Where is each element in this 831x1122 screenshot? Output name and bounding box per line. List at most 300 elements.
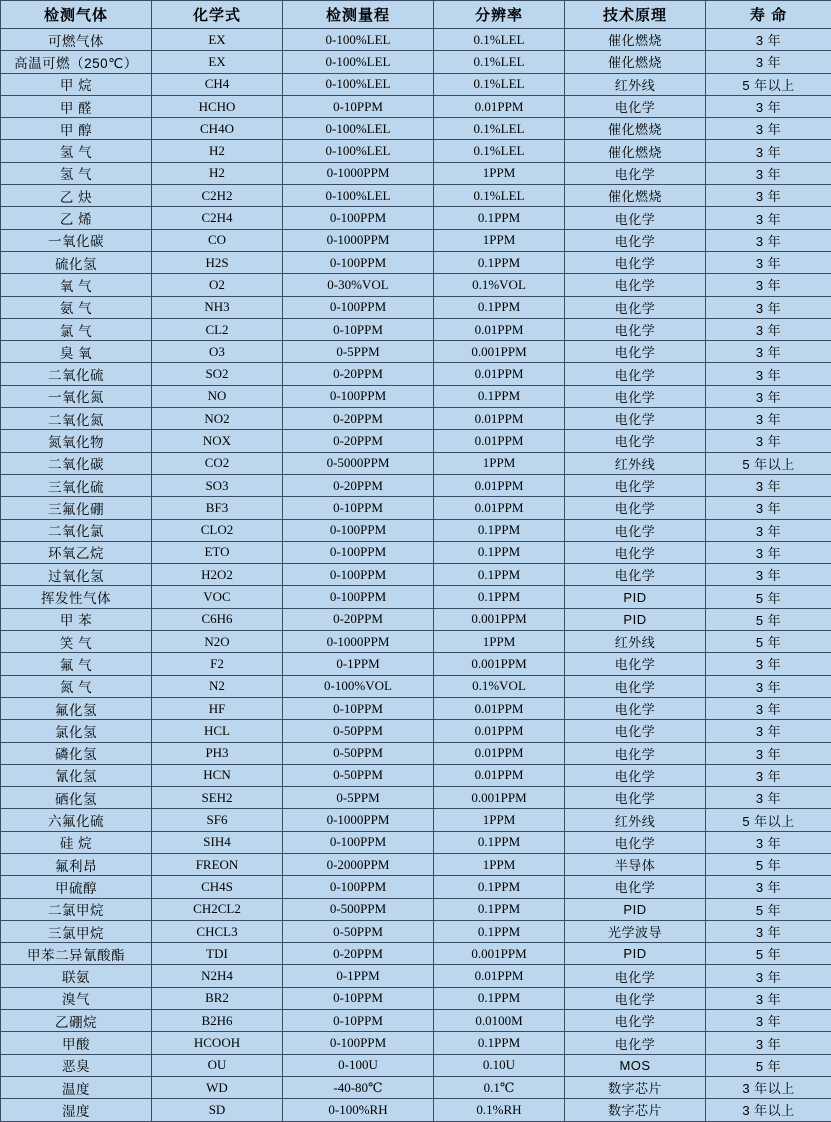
cell-life: 3 年 [706, 720, 831, 742]
cell-range: -40-80℃ [283, 1076, 434, 1098]
table-row [1, 1054, 831, 1076]
cell-resolution: 0.1%LEL [434, 140, 565, 162]
cell-range: 0-100%RH [283, 1099, 434, 1121]
cell-resolution: 0.01PPM [434, 697, 565, 719]
cell-principle: 红外线 [565, 809, 706, 831]
cell-principle: 数字芯片 [565, 1099, 706, 1121]
cell-resolution: 0.1PPM [434, 251, 565, 273]
cell-life: 3 年 [706, 675, 831, 697]
cell-life: 5 年以上 [706, 809, 831, 831]
cell-principle: 催化燃烧 [565, 51, 706, 73]
cell-life: 3 年 [706, 296, 831, 318]
cell-gas-name: 二氧化硫 [1, 363, 152, 385]
cell-life: 3 年 [706, 1032, 831, 1054]
cell-resolution: 1PPM [434, 853, 565, 875]
cell-life: 3 年 [706, 764, 831, 786]
cell-formula: BF3 [152, 497, 283, 519]
cell-gas-name: 乙 烯 [1, 207, 152, 229]
cell-gas-name: 氢 气 [1, 162, 152, 184]
cell-formula: CL2 [152, 318, 283, 340]
cell-formula: F2 [152, 653, 283, 675]
table-row [1, 519, 831, 541]
cell-principle: 电化学 [565, 408, 706, 430]
cell-range: 0-100%LEL [283, 185, 434, 207]
table-row [1, 229, 831, 251]
cell-gas-name: 甲酸 [1, 1032, 152, 1054]
cell-range: 0-1PPM [283, 653, 434, 675]
cell-range: 0-50PPM [283, 720, 434, 742]
cell-formula: SO2 [152, 363, 283, 385]
cell-gas-name: 恶臭 [1, 1054, 152, 1076]
cell-gas-name: 高温可燃（250℃） [1, 51, 152, 73]
cell-range: 0-100%LEL [283, 29, 434, 51]
cell-resolution: 0.1PPM [434, 207, 565, 229]
cell-resolution: 0.001PPM [434, 787, 565, 809]
cell-life: 3 年 [706, 29, 831, 51]
cell-formula: N2O [152, 631, 283, 653]
table-row [1, 318, 831, 340]
cell-principle: 电化学 [565, 675, 706, 697]
cell-principle: 电化学 [565, 720, 706, 742]
cell-principle: 电化学 [565, 764, 706, 786]
cell-resolution: 0.1PPM [434, 1032, 565, 1054]
table-row [1, 95, 831, 117]
cell-gas-name: 二氯甲烷 [1, 898, 152, 920]
cell-gas-name: 臭 氧 [1, 341, 152, 363]
cell-life: 5 年 [706, 631, 831, 653]
cell-range: 0-10PPM [283, 1010, 434, 1032]
table-row [1, 185, 831, 207]
table-row [1, 876, 831, 898]
cell-range: 0-10PPM [283, 697, 434, 719]
cell-gas-name: 温度 [1, 1076, 152, 1098]
cell-gas-name: 氧 气 [1, 274, 152, 296]
cell-gas-name: 六氟化硫 [1, 809, 152, 831]
cell-principle: 电化学 [565, 1032, 706, 1054]
column-header-resolution: 分辨率 [434, 1, 565, 29]
cell-gas-name: 一氧化氮 [1, 385, 152, 407]
cell-formula: EX [152, 29, 283, 51]
cell-gas-name: 二氧化氯 [1, 519, 152, 541]
cell-range: 0-100U [283, 1054, 434, 1076]
cell-formula: NO2 [152, 408, 283, 430]
cell-resolution: 0.01PPM [434, 408, 565, 430]
cell-range: 0-100PPM [283, 586, 434, 608]
cell-resolution: 0.0100M [434, 1010, 565, 1032]
cell-range: 0-10PPM [283, 95, 434, 117]
table-row [1, 1076, 831, 1098]
cell-range: 0-5000PPM [283, 452, 434, 474]
cell-principle: 电化学 [565, 653, 706, 675]
cell-resolution: 0.1PPM [434, 564, 565, 586]
cell-formula: SO3 [152, 474, 283, 496]
cell-range: 0-100%LEL [283, 51, 434, 73]
cell-resolution: 0.1%LEL [434, 73, 565, 95]
cell-life: 5 年以上 [706, 452, 831, 474]
column-header-principle: 技术原理 [565, 1, 706, 29]
cell-resolution: 0.01PPM [434, 95, 565, 117]
cell-principle: 催化燃烧 [565, 140, 706, 162]
table-row [1, 162, 831, 184]
cell-formula: OU [152, 1054, 283, 1076]
cell-formula: CHCL3 [152, 920, 283, 942]
cell-formula: FREON [152, 853, 283, 875]
table-body [1, 29, 831, 1122]
cell-resolution: 0.01PPM [434, 764, 565, 786]
cell-formula: N2H4 [152, 965, 283, 987]
cell-principle: 光学波导 [565, 920, 706, 942]
cell-formula: SIH4 [152, 831, 283, 853]
table-row [1, 586, 831, 608]
cell-range: 0-1PPM [283, 965, 434, 987]
table-header-row [1, 1, 831, 29]
cell-life: 3 年 [706, 564, 831, 586]
cell-formula: C2H4 [152, 207, 283, 229]
cell-principle: PID [565, 586, 706, 608]
cell-principle: 电化学 [565, 742, 706, 764]
cell-gas-name: 氟 气 [1, 653, 152, 675]
cell-formula: TDI [152, 943, 283, 965]
cell-life: 5 年 [706, 853, 831, 875]
table-row [1, 29, 831, 51]
table-row [1, 920, 831, 942]
cell-principle: 红外线 [565, 452, 706, 474]
column-header-range: 检测量程 [283, 1, 434, 29]
cell-principle: 电化学 [565, 430, 706, 452]
cell-formula: NO [152, 385, 283, 407]
cell-life: 3 年 [706, 385, 831, 407]
cell-gas-name: 甲苯二异氰酸酯 [1, 943, 152, 965]
cell-gas-name: 氮 气 [1, 675, 152, 697]
cell-principle: 催化燃烧 [565, 118, 706, 140]
table-row [1, 608, 831, 630]
table-row [1, 675, 831, 697]
cell-gas-name: 氨 气 [1, 296, 152, 318]
cell-principle: 电化学 [565, 541, 706, 563]
cell-gas-name: 氢 气 [1, 140, 152, 162]
cell-life: 3 年 [706, 229, 831, 251]
cell-formula: CLO2 [152, 519, 283, 541]
cell-resolution: 0.01PPM [434, 474, 565, 496]
cell-range: 0-100PPM [283, 541, 434, 563]
cell-range: 0-20PPM [283, 474, 434, 496]
cell-range: 0-100%VOL [283, 675, 434, 697]
cell-principle: 红外线 [565, 631, 706, 653]
cell-life: 3 年 [706, 742, 831, 764]
cell-range: 0-20PPM [283, 608, 434, 630]
cell-gas-name: 溴气 [1, 987, 152, 1009]
cell-formula: WD [152, 1076, 283, 1098]
cell-range: 0-50PPM [283, 742, 434, 764]
cell-principle: 电化学 [565, 363, 706, 385]
cell-principle: 电化学 [565, 385, 706, 407]
cell-resolution: 0.1PPM [434, 987, 565, 1009]
table-row [1, 452, 831, 474]
cell-range: 0-100PPM [283, 251, 434, 273]
cell-life: 3 年 [706, 251, 831, 273]
cell-life: 5 年 [706, 943, 831, 965]
cell-life: 5 年以上 [706, 73, 831, 95]
table-row [1, 140, 831, 162]
cell-life: 3 年 [706, 474, 831, 496]
cell-life: 3 年 [706, 51, 831, 73]
cell-formula: CH2CL2 [152, 898, 283, 920]
cell-resolution: 0.1PPM [434, 586, 565, 608]
cell-formula: HCL [152, 720, 283, 742]
cell-principle: 电化学 [565, 318, 706, 340]
cell-resolution: 1PPM [434, 809, 565, 831]
cell-range: 0-5PPM [283, 787, 434, 809]
cell-formula: C6H6 [152, 608, 283, 630]
cell-gas-name: 乙 炔 [1, 185, 152, 207]
cell-range: 0-10PPM [283, 497, 434, 519]
cell-resolution: 0.1%RH [434, 1099, 565, 1121]
cell-principle: 半导体 [565, 853, 706, 875]
cell-range: 0-100%LEL [283, 140, 434, 162]
cell-resolution: 0.001PPM [434, 608, 565, 630]
table-row [1, 51, 831, 73]
cell-life: 3 年 [706, 697, 831, 719]
table-row [1, 764, 831, 786]
cell-resolution: 0.001PPM [434, 341, 565, 363]
cell-formula: ETO [152, 541, 283, 563]
cell-life: 3 年 [706, 185, 831, 207]
cell-life: 3 年 [706, 1010, 831, 1032]
column-header-formula: 化学式 [152, 1, 283, 29]
cell-formula: H2O2 [152, 564, 283, 586]
table-row [1, 385, 831, 407]
cell-principle: 电化学 [565, 987, 706, 1009]
cell-range: 0-20PPM [283, 430, 434, 452]
cell-principle: 电化学 [565, 474, 706, 496]
cell-resolution: 0.1%LEL [434, 29, 565, 51]
table-row [1, 430, 831, 452]
cell-range: 0-20PPM [283, 408, 434, 430]
cell-formula: BR2 [152, 987, 283, 1009]
cell-resolution: 0.1%LEL [434, 185, 565, 207]
cell-life: 3 年 [706, 95, 831, 117]
cell-gas-name: 氮氧化物 [1, 430, 152, 452]
table-row [1, 207, 831, 229]
cell-gas-name: 甲硫醇 [1, 876, 152, 898]
cell-life: 3 年 [706, 987, 831, 1009]
cell-gas-name: 氟化氢 [1, 697, 152, 719]
cell-range: 0-20PPM [283, 943, 434, 965]
cell-resolution: 1PPM [434, 162, 565, 184]
cell-principle: 电化学 [565, 965, 706, 987]
cell-principle: 电化学 [565, 831, 706, 853]
table-row [1, 1010, 831, 1032]
cell-life: 3 年以上 [706, 1076, 831, 1098]
cell-resolution: 1PPM [434, 452, 565, 474]
cell-principle: 电化学 [565, 564, 706, 586]
cell-gas-name: 硫化氢 [1, 251, 152, 273]
cell-life: 3 年 [706, 207, 831, 229]
cell-resolution: 1PPM [434, 229, 565, 251]
cell-formula: HF [152, 697, 283, 719]
cell-principle: 电化学 [565, 274, 706, 296]
cell-principle: 电化学 [565, 341, 706, 363]
cell-range: 0-30%VOL [283, 274, 434, 296]
cell-range: 0-100PPM [283, 1032, 434, 1054]
cell-range: 0-50PPM [283, 920, 434, 942]
cell-resolution: 0.001PPM [434, 943, 565, 965]
cell-life: 3 年 [706, 519, 831, 541]
cell-gas-name: 乙硼烷 [1, 1010, 152, 1032]
cell-gas-name: 氯化氢 [1, 720, 152, 742]
cell-formula: VOC [152, 586, 283, 608]
cell-principle: 电化学 [565, 207, 706, 229]
cell-gas-name: 甲 烷 [1, 73, 152, 95]
table-row [1, 251, 831, 273]
cell-life: 3 年 [706, 363, 831, 385]
cell-range: 0-100PPM [283, 831, 434, 853]
cell-formula: PH3 [152, 742, 283, 764]
table-row [1, 853, 831, 875]
cell-life: 3 年 [706, 140, 831, 162]
cell-principle: PID [565, 898, 706, 920]
cell-life: 3 年 [706, 318, 831, 340]
cell-formula: HCOOH [152, 1032, 283, 1054]
cell-formula: O3 [152, 341, 283, 363]
cell-formula: EX [152, 51, 283, 73]
cell-gas-name: 过氧化氢 [1, 564, 152, 586]
cell-range: 0-100%LEL [283, 118, 434, 140]
cell-gas-name: 氯 气 [1, 318, 152, 340]
cell-resolution: 0.1%VOL [434, 274, 565, 296]
table-row [1, 898, 831, 920]
cell-resolution: 0.01PPM [434, 430, 565, 452]
cell-range: 0-100PPM [283, 564, 434, 586]
cell-resolution: 0.1PPM [434, 296, 565, 318]
table-row [1, 831, 831, 853]
cell-formula: CH4 [152, 73, 283, 95]
cell-formula: O2 [152, 274, 283, 296]
cell-resolution: 0.1℃ [434, 1076, 565, 1098]
cell-gas-name: 硅 烷 [1, 831, 152, 853]
table-row [1, 341, 831, 363]
cell-gas-name: 磷化氢 [1, 742, 152, 764]
cell-formula: CO [152, 229, 283, 251]
table-row [1, 541, 831, 563]
cell-formula: SD [152, 1099, 283, 1121]
cell-range: 0-100PPM [283, 876, 434, 898]
cell-resolution: 0.1PPM [434, 831, 565, 853]
table-row [1, 809, 831, 831]
cell-gas-name: 硒化氢 [1, 787, 152, 809]
cell-range: 0-100PPM [283, 385, 434, 407]
cell-formula: HCN [152, 764, 283, 786]
table-row [1, 742, 831, 764]
cell-formula: HCHO [152, 95, 283, 117]
cell-formula: NH3 [152, 296, 283, 318]
table-row [1, 787, 831, 809]
cell-life: 5 年 [706, 898, 831, 920]
cell-range: 0-100PPM [283, 519, 434, 541]
cell-resolution: 0.1PPM [434, 519, 565, 541]
table-row [1, 720, 831, 742]
cell-formula: CH4O [152, 118, 283, 140]
cell-principle: 电化学 [565, 519, 706, 541]
table-row [1, 408, 831, 430]
cell-life: 3 年 [706, 920, 831, 942]
cell-resolution: 0.01PPM [434, 497, 565, 519]
cell-principle: 红外线 [565, 73, 706, 95]
cell-life: 3 年 [706, 408, 831, 430]
cell-principle: 数字芯片 [565, 1076, 706, 1098]
cell-formula: H2 [152, 140, 283, 162]
cell-resolution: 0.1PPM [434, 898, 565, 920]
cell-gas-name: 甲 醛 [1, 95, 152, 117]
cell-formula: H2S [152, 251, 283, 273]
table-row [1, 653, 831, 675]
cell-formula: SEH2 [152, 787, 283, 809]
cell-gas-name: 二氧化氮 [1, 408, 152, 430]
cell-range: 0-100%LEL [283, 73, 434, 95]
table-row [1, 965, 831, 987]
cell-gas-name: 氟利昂 [1, 853, 152, 875]
table-row [1, 474, 831, 496]
cell-principle: 电化学 [565, 697, 706, 719]
table-row [1, 564, 831, 586]
cell-range: 0-1000PPM [283, 162, 434, 184]
cell-principle: PID [565, 608, 706, 630]
cell-gas-name: 挥发性气体 [1, 586, 152, 608]
cell-range: 0-1000PPM [283, 229, 434, 251]
cell-range: 0-100PPM [283, 296, 434, 318]
cell-principle: 电化学 [565, 229, 706, 251]
column-header-life: 寿 命 [706, 1, 831, 29]
cell-principle: 电化学 [565, 876, 706, 898]
cell-range: 0-500PPM [283, 898, 434, 920]
cell-life: 3 年 [706, 341, 831, 363]
cell-resolution: 0.1PPM [434, 385, 565, 407]
table-row [1, 987, 831, 1009]
cell-range: 0-100PPM [283, 207, 434, 229]
cell-principle: 电化学 [565, 251, 706, 273]
table-row [1, 73, 831, 95]
table-row [1, 118, 831, 140]
cell-gas-name: 甲 苯 [1, 608, 152, 630]
cell-resolution: 1PPM [434, 631, 565, 653]
cell-resolution: 0.1%LEL [434, 118, 565, 140]
cell-resolution: 0.10U [434, 1054, 565, 1076]
cell-formula: B2H6 [152, 1010, 283, 1032]
cell-life: 3 年 [706, 541, 831, 563]
cell-formula: NOX [152, 430, 283, 452]
cell-range: 0-20PPM [283, 363, 434, 385]
cell-principle: PID [565, 943, 706, 965]
cell-formula: N2 [152, 675, 283, 697]
cell-gas-name: 联氨 [1, 965, 152, 987]
cell-principle: 催化燃烧 [565, 29, 706, 51]
cell-principle: 电化学 [565, 162, 706, 184]
cell-life: 3 年 [706, 118, 831, 140]
cell-gas-name: 一氧化碳 [1, 229, 152, 251]
table-row [1, 697, 831, 719]
cell-principle: 电化学 [565, 787, 706, 809]
cell-formula: CH4S [152, 876, 283, 898]
table-header [1, 1, 831, 29]
cell-gas-name: 湿度 [1, 1099, 152, 1121]
table-row [1, 274, 831, 296]
cell-resolution: 0.01PPM [434, 965, 565, 987]
cell-life: 5 年 [706, 586, 831, 608]
cell-range: 0-1000PPM [283, 809, 434, 831]
cell-range: 0-1000PPM [283, 631, 434, 653]
cell-life: 3 年 [706, 430, 831, 452]
cell-principle: MOS [565, 1054, 706, 1076]
